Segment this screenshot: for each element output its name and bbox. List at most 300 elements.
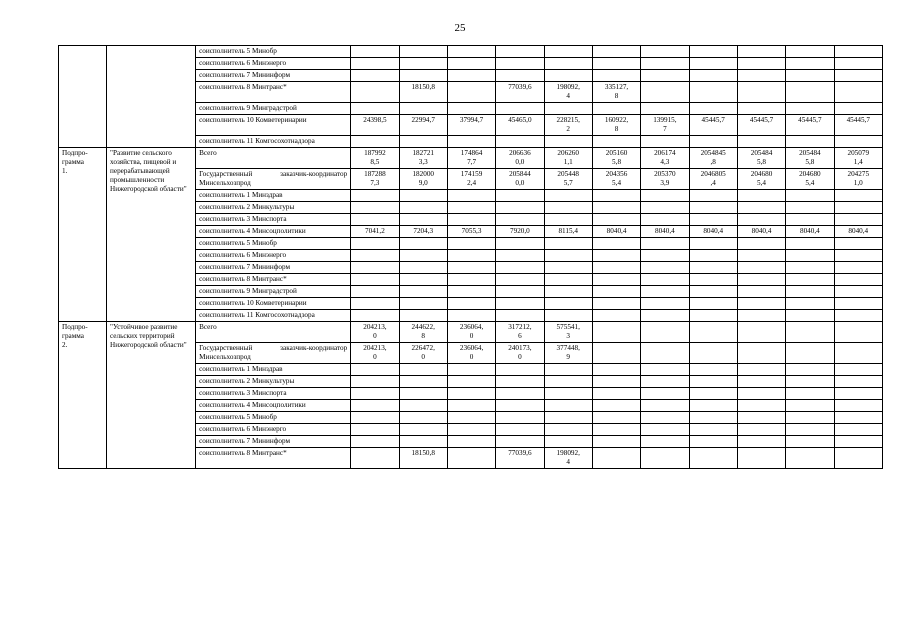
value-cell: 575541, 3 [544,322,592,343]
value-cell [737,364,785,376]
value-cell [834,388,882,400]
value-cell [447,388,495,400]
value-cell: 187992 8,5 [351,148,399,169]
executor-label-cell: соисполнитель 9 Минградстрой [196,103,351,115]
value-cell [834,424,882,436]
value-cell [351,424,399,436]
value-cell [786,310,834,322]
value-cell [351,58,399,70]
value-cell [786,202,834,214]
value-cell [592,274,640,286]
value-cell: 198092, 4 [544,448,592,469]
value-cell [447,286,495,298]
value-cell [737,214,785,226]
value-cell [544,103,592,115]
value-cell [689,298,737,310]
value-cell [351,70,399,82]
value-cell [447,58,495,70]
value-cell [689,190,737,202]
value-cell [496,190,544,202]
value-cell [737,103,785,115]
value-cell [592,424,640,436]
value-cell: 22994,7 [399,115,447,136]
value-cell: 204680 5,4 [737,169,785,190]
value-cell [351,298,399,310]
value-cell [737,58,785,70]
value-cell [689,70,737,82]
executor-label-cell: соисполнитель 1 Минздрав [196,364,351,376]
value-cell [786,136,834,148]
value-cell: 182000 9,0 [399,169,447,190]
value-cell [351,310,399,322]
value-cell: 204275 1,0 [834,169,882,190]
value-cell: 77039,6 [496,448,544,469]
value-cell [496,136,544,148]
value-cell: 228215, 2 [544,115,592,136]
executor-label-cell: соисполнитель 7 Мининформ [196,70,351,82]
value-cell [689,376,737,388]
value-cell [351,103,399,115]
value-cell: 205160 5,8 [592,148,640,169]
value-cell [641,364,689,376]
value-cell [447,400,495,412]
value-cell [592,250,640,262]
value-cell [834,412,882,424]
executor-label-cell: Всего [196,148,351,169]
value-cell [737,448,785,469]
value-cell [399,262,447,274]
value-cell: 205844 0,0 [496,169,544,190]
value-cell [496,298,544,310]
value-cell [689,46,737,58]
value-cell [544,202,592,214]
value-cell [447,82,495,103]
value-cell [496,310,544,322]
value-cell: 45445,7 [737,115,785,136]
value-cell [447,274,495,286]
value-cell [592,286,640,298]
value-cell [447,103,495,115]
subprogram-cell [59,46,107,148]
value-cell [592,436,640,448]
value-cell: 182721 3,3 [399,148,447,169]
value-cell [447,136,495,148]
value-cell [737,190,785,202]
value-cell [351,376,399,388]
value-cell [544,376,592,388]
value-cell [689,436,737,448]
value-cell: 7204,3 [399,226,447,238]
value-cell [544,286,592,298]
value-cell [834,70,882,82]
value-cell [399,70,447,82]
value-cell [834,190,882,202]
value-cell [447,190,495,202]
value-cell: 204213, 0 [351,322,399,343]
value-cell [447,70,495,82]
value-cell [496,46,544,58]
value-cell [834,343,882,364]
executor-label-cell: соисполнитель 11 Комгосохотнадзора [196,136,351,148]
value-cell [834,58,882,70]
executor-label-cell: соисполнитель 9 Минградстрой [196,286,351,298]
value-cell: 205370 3,9 [641,169,689,190]
value-cell: 205484 5,8 [786,148,834,169]
value-cell [351,274,399,286]
value-cell [737,298,785,310]
value-cell [399,400,447,412]
value-cell [641,58,689,70]
value-cell: 174864 7,7 [447,148,495,169]
program-name-cell: "Устойчивое развитие сельских территорий Нижегородской области" [107,322,196,469]
value-cell [737,412,785,424]
value-cell [351,388,399,400]
value-cell [399,136,447,148]
value-cell: 2046805 ,4 [689,169,737,190]
value-cell [689,424,737,436]
value-cell [544,46,592,58]
value-cell [689,322,737,343]
value-cell [544,364,592,376]
value-cell [399,274,447,286]
value-cell [641,436,689,448]
value-cell: 8040,4 [737,226,785,238]
value-cell [737,376,785,388]
value-cell [496,214,544,226]
value-cell [447,310,495,322]
value-cell [689,58,737,70]
value-cell: 206174 4,3 [641,148,689,169]
value-cell [786,388,834,400]
value-cell [592,412,640,424]
value-cell: 24398,5 [351,115,399,136]
value-cell [399,190,447,202]
value-cell [447,238,495,250]
value-cell [737,70,785,82]
executor-label-cell: соисполнитель 4 Минсоцполитики [196,400,351,412]
value-cell: 8040,4 [689,226,737,238]
table-row [59,148,883,169]
value-cell [689,214,737,226]
value-cell [496,424,544,436]
value-cell [592,448,640,469]
value-cell [399,376,447,388]
value-cell [834,250,882,262]
value-cell [544,412,592,424]
value-cell [834,262,882,274]
executor-label-cell: соисполнитель 3 Минспорта [196,388,351,400]
value-cell [351,400,399,412]
value-cell: 18150,8 [399,448,447,469]
value-cell [834,286,882,298]
value-cell [496,274,544,286]
value-cell [351,202,399,214]
value-cell [641,214,689,226]
executor-label-cell: соисполнитель 10 Комветеринарии [196,115,351,136]
value-cell [351,262,399,274]
value-cell [544,400,592,412]
value-cell [351,214,399,226]
value-cell [834,136,882,148]
value-cell: 7055,3 [447,226,495,238]
executor-label-cell: соисполнитель 7 Мининформ [196,262,351,274]
value-cell [737,436,785,448]
value-cell: 7920,0 [496,226,544,238]
value-cell: 8040,4 [641,226,689,238]
value-cell [641,376,689,388]
value-cell [544,214,592,226]
value-cell: 45445,7 [834,115,882,136]
value-cell [689,82,737,103]
value-cell [496,364,544,376]
value-cell [786,58,834,70]
value-cell [496,103,544,115]
value-cell: 77039,6 [496,82,544,103]
value-cell [447,376,495,388]
value-cell [544,70,592,82]
value-cell [544,58,592,70]
value-cell [496,70,544,82]
value-cell [641,274,689,286]
value-cell [351,46,399,58]
value-cell [834,436,882,448]
value-cell [399,412,447,424]
program-name-cell: "Развитие сельского хозяйства, пищевой и перерабатывающей промышленности Нижегородской области" [107,148,196,322]
value-cell [834,274,882,286]
value-cell [689,364,737,376]
value-cell [689,250,737,262]
value-cell: 205484 5,8 [737,148,785,169]
value-cell [689,310,737,322]
value-cell [399,103,447,115]
value-cell: 206636 0,0 [496,148,544,169]
page-number: 25 [454,22,466,34]
value-cell [689,400,737,412]
value-cell [737,400,785,412]
value-cell: 236064, 0 [447,322,495,343]
value-cell [641,310,689,322]
value-cell [786,262,834,274]
value-cell: 174159 2,4 [447,169,495,190]
value-cell [592,343,640,364]
value-cell [544,298,592,310]
executor-label-cell: соисполнитель 6 Минэнерго [196,58,351,70]
value-cell: 205079 1,4 [834,148,882,169]
value-cell [447,262,495,274]
value-cell [737,310,785,322]
value-cell [737,250,785,262]
value-cell: 37994,7 [447,115,495,136]
value-cell [544,238,592,250]
value-cell [592,190,640,202]
value-cell [496,286,544,298]
value-cell [351,436,399,448]
executor-label-cell: Государственный заказчик-координатор Минсельхозпрод [196,343,351,364]
value-cell [737,322,785,343]
value-cell [351,238,399,250]
value-cell [496,262,544,274]
value-cell [834,298,882,310]
value-cell: 206260 1,1 [544,148,592,169]
value-cell [641,343,689,364]
value-cell: 45445,7 [786,115,834,136]
value-cell: 205448 5,7 [544,169,592,190]
value-cell [592,298,640,310]
value-cell: 204356 5,4 [592,169,640,190]
value-cell [641,202,689,214]
value-cell [592,322,640,343]
value-cell [689,238,737,250]
value-cell [641,286,689,298]
value-cell [351,448,399,469]
value-cell [544,262,592,274]
value-cell: 317212, 6 [496,322,544,343]
executor-label-cell: соисполнитель 8 Минтранс* [196,448,351,469]
value-cell [641,448,689,469]
value-cell [689,136,737,148]
executor-label-cell: соисполнитель 4 Минсоцполитики [196,226,351,238]
value-cell: 45465,0 [496,115,544,136]
value-cell [447,436,495,448]
value-cell [786,46,834,58]
value-cell [447,214,495,226]
value-cell [351,82,399,103]
value-cell [689,202,737,214]
value-cell [641,238,689,250]
value-cell [737,262,785,274]
value-cell: 160922, 8 [592,115,640,136]
value-cell [544,436,592,448]
value-cell: 335127, 8 [592,82,640,103]
value-cell [786,298,834,310]
executor-label-cell: соисполнитель 3 Минспорта [196,214,351,226]
value-cell [447,448,495,469]
value-cell [737,424,785,436]
executor-label-cell: соисполнитель 1 Минздрав [196,190,351,202]
value-cell: 8040,4 [834,226,882,238]
value-cell [399,436,447,448]
value-cell: 244622, 8 [399,322,447,343]
value-cell [689,343,737,364]
value-cell [592,238,640,250]
budget-table [58,45,883,469]
value-cell [689,286,737,298]
value-cell [592,376,640,388]
value-cell [689,262,737,274]
value-cell [641,190,689,202]
value-cell: 8040,4 [786,226,834,238]
value-cell [399,238,447,250]
value-cell: 240173, 0 [496,343,544,364]
value-cell [351,190,399,202]
value-cell [496,388,544,400]
value-cell [737,286,785,298]
value-cell [834,364,882,376]
value-cell: 204680 5,4 [786,169,834,190]
value-cell: 377448, 9 [544,343,592,364]
value-cell [544,250,592,262]
value-cell: 198092, 4 [544,82,592,103]
value-cell [399,46,447,58]
value-cell: 204213, 0 [351,343,399,364]
value-cell: 236064, 0 [447,343,495,364]
value-cell [641,250,689,262]
value-cell: 18150,8 [399,82,447,103]
value-cell [834,448,882,469]
value-cell [447,46,495,58]
value-cell [786,70,834,82]
value-cell [689,274,737,286]
executor-label-cell: соисполнитель 7 Мининформ [196,436,351,448]
value-cell [834,322,882,343]
value-cell [592,214,640,226]
value-cell: 45445,7 [689,115,737,136]
value-cell [834,202,882,214]
value-cell [592,58,640,70]
value-cell [834,400,882,412]
value-cell: 8115,4 [544,226,592,238]
value-cell [737,202,785,214]
value-cell [641,412,689,424]
value-cell [786,250,834,262]
value-cell [786,412,834,424]
value-cell [592,70,640,82]
program-name-cell [107,46,196,148]
value-cell [592,388,640,400]
value-cell [737,82,785,103]
value-cell [447,250,495,262]
executor-label-cell: соисполнитель 2 Минкультуры [196,202,351,214]
value-cell [786,400,834,412]
executor-label-cell: соисполнитель 6 Минэнерго [196,250,351,262]
value-cell [786,424,834,436]
value-cell [834,103,882,115]
value-cell [786,286,834,298]
executor-label-cell: соисполнитель 10 Комветеринарии [196,298,351,310]
value-cell [786,364,834,376]
value-cell [544,190,592,202]
executor-label-cell: соисполнитель 11 Комгосохотнадзора [196,310,351,322]
value-cell [351,286,399,298]
value-cell: 139915, 7 [641,115,689,136]
value-cell [544,310,592,322]
value-cell [641,400,689,412]
executor-label-cell: соисполнитель 5 Минобр [196,46,351,58]
value-cell [737,46,785,58]
value-cell [834,238,882,250]
value-cell [592,46,640,58]
value-cell [641,46,689,58]
value-cell [641,82,689,103]
value-cell [641,70,689,82]
value-cell [737,388,785,400]
value-cell [689,103,737,115]
value-cell: 187288 7,3 [351,169,399,190]
value-cell [786,214,834,226]
value-cell [399,58,447,70]
value-cell: 8040,4 [592,226,640,238]
value-cell [689,388,737,400]
value-cell [641,388,689,400]
value-cell [834,46,882,58]
value-cell [496,400,544,412]
value-cell [786,436,834,448]
value-cell [544,388,592,400]
value-cell: 226472, 0 [399,343,447,364]
subprogram-cell: Подпро- грамма 2. [59,322,107,469]
value-cell [834,82,882,103]
value-cell [496,412,544,424]
